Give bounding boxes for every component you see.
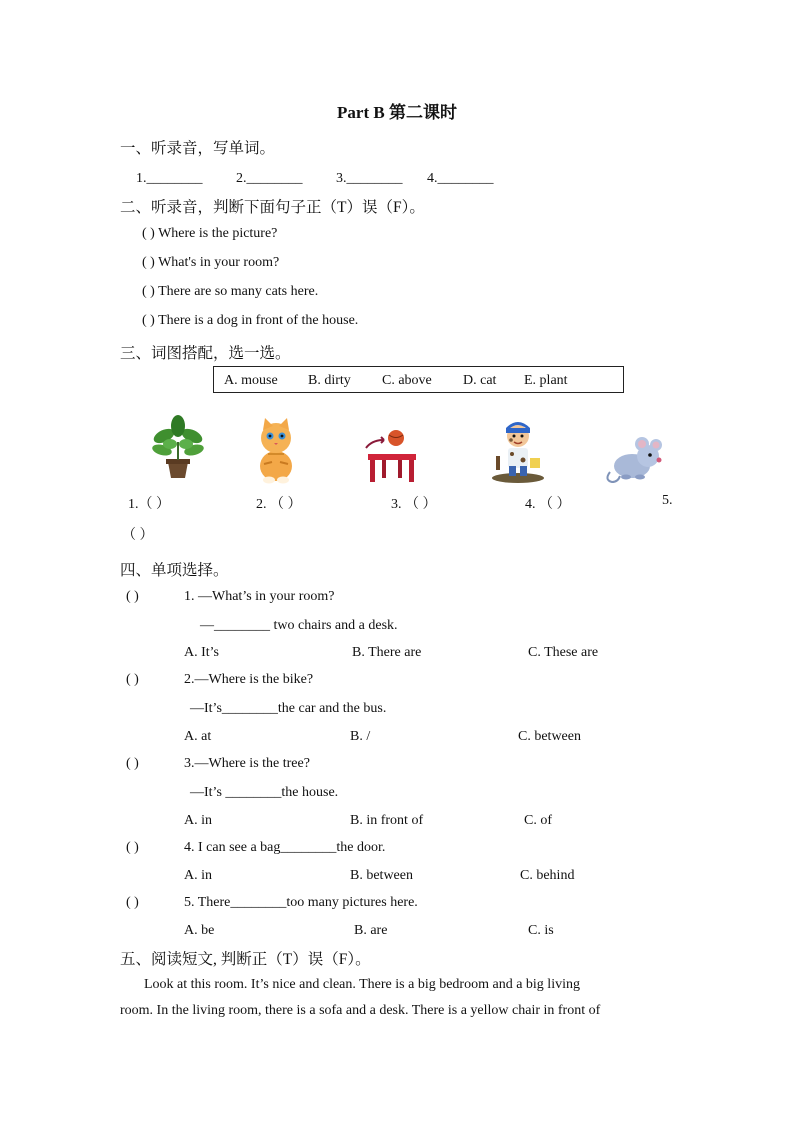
section-1-heading: 一、听录音，写单词。 (120, 140, 276, 157)
mc-paren-1: ( ) (126, 589, 139, 604)
tf-item-1: ( ) Where is the picture? (142, 226, 278, 241)
match-answer-3: 3. （ ） (391, 497, 437, 512)
dirty-boy-picture-icon (490, 418, 546, 484)
mc-5-option-b: B. are (354, 923, 388, 938)
word-option-c: C. above (382, 373, 432, 388)
mc-question-5: 5. There________too many pictures here. (184, 895, 418, 910)
match-answer-2: 2. （ ） (256, 497, 302, 512)
mc-question-2: 2.—Where is the bike? (184, 672, 314, 687)
tf-item-2: ( ) What's in your room? (142, 255, 280, 270)
passage-line-2: room. In the living room, there is a sofa and a desk. There is a yellow chair in front of (120, 1003, 601, 1018)
mc-2-option-a: A. at (184, 729, 212, 744)
section-2-heading: 二、听录音，判断下面句子正（T）误（F）。 (120, 199, 425, 216)
mc-2-option-b: B. / (350, 729, 371, 744)
mc-5-option-a: A. be (184, 923, 215, 938)
mc-2-option-c: C. between (518, 729, 581, 744)
ball-above-stool-picture-icon (362, 428, 420, 484)
blank-4: 4.________ (427, 171, 494, 186)
mc-question-4: 4. I can see a bag________the door. (184, 840, 386, 855)
mouse-picture-icon (604, 436, 668, 484)
word-option-b: B. dirty (308, 373, 351, 388)
mc-3-option-a: A. in (184, 813, 212, 828)
mc-5-option-c: C. is (528, 923, 554, 938)
match-answer-1: 1.（ ） (128, 497, 170, 512)
mc-4-option-c: C. behind (520, 868, 575, 883)
blank-1: 1.________ (136, 171, 203, 186)
mc-1-option-a: A. It’s (184, 645, 219, 660)
mc-1-option-c: C. These are (528, 645, 599, 660)
mc-paren-2: ( ) (126, 672, 139, 687)
mc-paren-5: ( ) (126, 895, 139, 910)
section-3-heading: 三、词图搭配，选一选。 (120, 345, 291, 362)
plant-picture-icon (150, 414, 206, 480)
match-answer-5: 5. (662, 493, 673, 508)
word-bank-box (213, 366, 624, 393)
mc-1-option-b: B. There are (352, 645, 422, 660)
mc-question-3-reply: —It’s ________the house. (190, 785, 339, 800)
match-answer-4: 4. （ ） (525, 497, 571, 512)
blank-3: 3.________ (336, 171, 403, 186)
word-option-d: D. cat (463, 373, 497, 388)
mc-3-option-b: B. in front of (350, 813, 424, 828)
section-5-heading: 五、阅读短文, 判断正（T）误（F）。 (120, 951, 371, 968)
mc-3-option-c: C. of (524, 813, 552, 828)
blank-2: 2.________ (236, 171, 303, 186)
mc-4-option-a: A. in (184, 868, 212, 883)
tf-item-3: ( ) There are so many cats here. (142, 284, 319, 299)
mc-paren-3: ( ) (126, 756, 139, 771)
mc-question-1-reply: —________ two chairs and a desk. (200, 618, 398, 633)
passage-line-1: Look at this room. It’s nice and clean. There is a big bedroom and a big living (144, 977, 580, 992)
word-option-a: A. mouse (224, 373, 278, 388)
mc-4-option-b: B. between (350, 868, 413, 883)
cat-picture-icon (250, 416, 302, 484)
mc-question-2-reply: —It’s________the car and the bus. (190, 701, 387, 716)
match-answer-5-paren: （ ） (122, 528, 154, 543)
section-4-heading: 四、单项选择。 (120, 562, 229, 579)
mc-question-1: 1. —What’s in your room? (184, 589, 335, 604)
mc-question-3: 3.—Where is the tree? (184, 756, 310, 771)
tf-item-4: ( ) There is a dog in front of the house. (142, 313, 359, 328)
mc-paren-4: ( ) (126, 840, 139, 855)
word-option-e: E. plant (524, 373, 568, 388)
page-title: Part B 第二课时 (337, 103, 457, 122)
